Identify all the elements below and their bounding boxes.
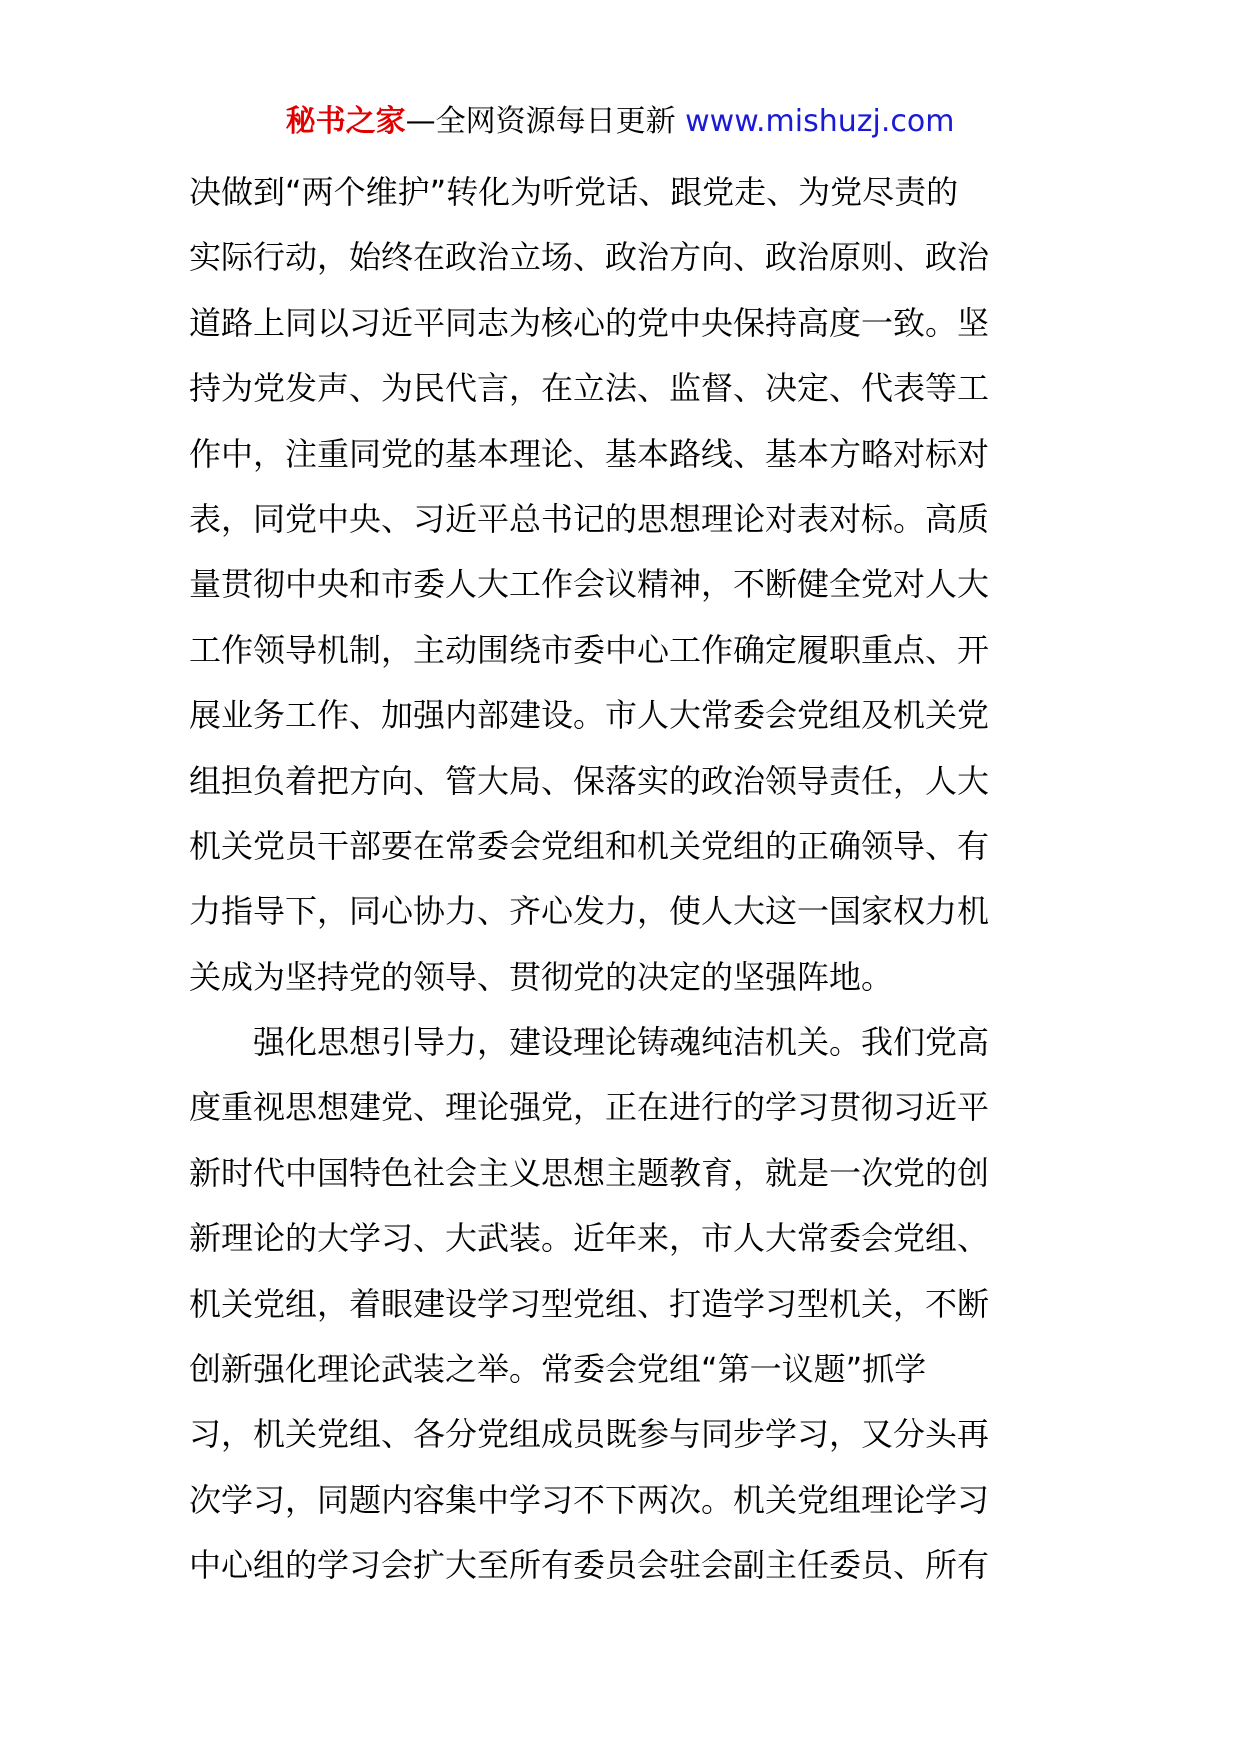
text-line: 力指导下，同心协力、齐心发力，使人大这一国家权力机: [189, 892, 990, 931]
text-line: 道路上同以习近平同志为核心的党中央保持高度一致。坚: [189, 303, 990, 342]
text-line: 新理论的大学习、大武装。近年来，市人大常委会党组、: [189, 1219, 990, 1258]
text-line: 表，同党中央、习近平总书记的思想理论对表对标。高质: [189, 499, 990, 538]
site-url-link[interactable]: www.mishuzj.com: [685, 104, 955, 139]
text-line: 创新强化理论武装之举。常委会党组“第一议题”抓学: [189, 1350, 927, 1389]
text-line: 中心组的学习会扩大至所有委员会驻会副主任委员、所有: [189, 1546, 990, 1585]
text-line: 实际行动，始终在政治立场、政治方向、政治原则、政治: [189, 238, 990, 277]
text-line: 度重视思想建党、理论强党，正在进行的学习贯彻习近平: [189, 1088, 990, 1127]
text-line: 作中，注重同党的基本理论、基本路线、基本方略对标对: [189, 434, 990, 473]
text-line: 决做到“两个维护”转化为听党话、跟党走、为党尽责的: [189, 173, 959, 211]
text-line: 工作领导机制，主动围绕市委中心工作确定履职重点、开: [189, 630, 990, 669]
text-line: 组担负着把方向、管大局、保落实的政治领导责任，人大: [189, 761, 990, 800]
text-line: 关成为坚持党的领导、贯彻党的决定的坚强阵地。: [189, 957, 894, 996]
page-header: [0, 100, 1240, 144]
paragraph-first-line: 强化思想引导力，建设理论铸魂纯洁机关。我们党高: [253, 1023, 990, 1062]
site-tagline: —全网资源每日更新: [405, 104, 676, 139]
document-body: [189, 160, 1055, 1599]
text-line: 新时代中国特色社会主义思想主题教育，就是一次党的创: [189, 1153, 990, 1192]
text-line: 习，机关党组、各分党组成员既参与同步学习，又分头再: [189, 1415, 990, 1454]
text-line: 机关党员干部要在常委会党组和机关党组的正确领导、有: [189, 826, 990, 865]
text-line: 机关党组，着眼建设学习型党组、打造学习型机关，不断: [189, 1284, 990, 1323]
text-line: 次学习，同题内容集中学习不下两次。机关党组理论学习: [189, 1480, 990, 1519]
site-brand: 秘书之家: [285, 104, 406, 139]
text-line: 展业务工作、加强内部建设。市人大常委会党组及机关党: [189, 696, 990, 735]
text-line: 持为党发声、为民代言，在立法、监督、决定、代表等工: [189, 369, 990, 408]
text-line: 量贯彻中央和市委人大工作会议精神，不断健全党对人大: [189, 565, 990, 604]
